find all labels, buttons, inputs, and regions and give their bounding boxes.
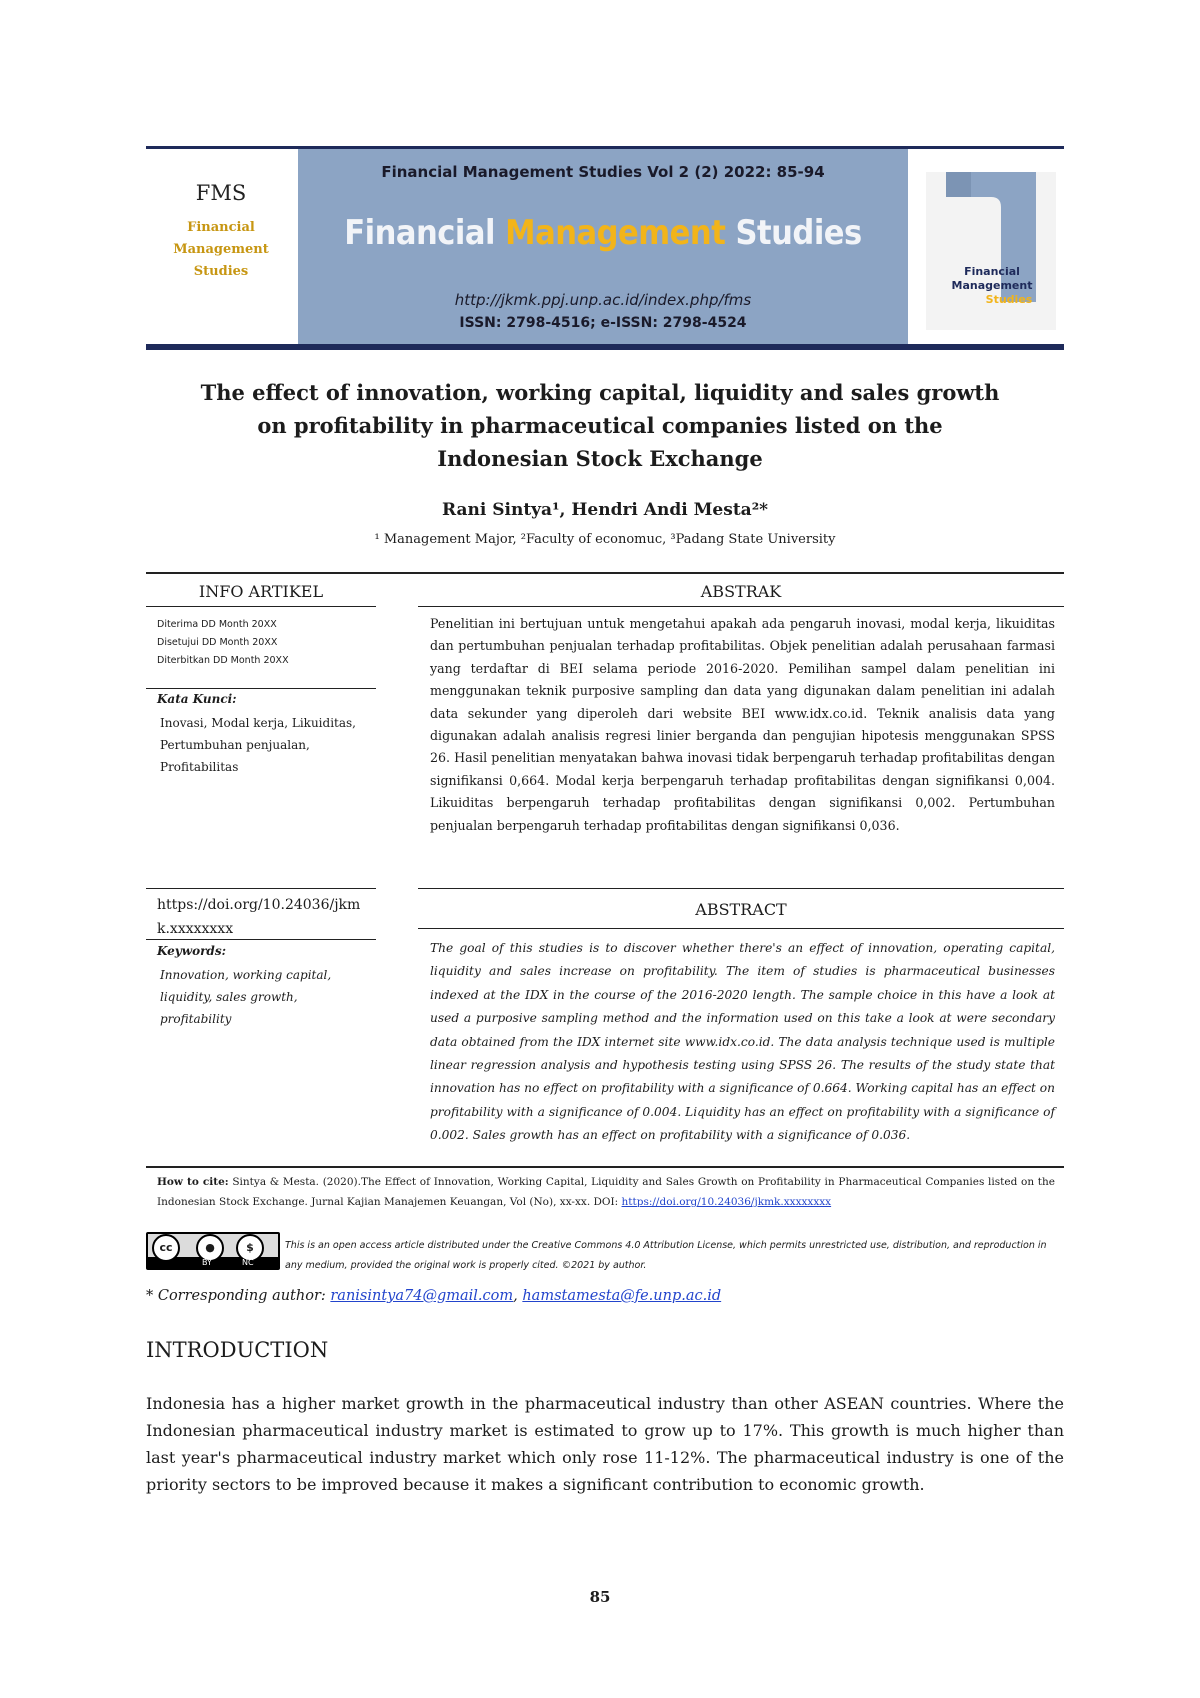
how-to-cite: [157, 1172, 1055, 1212]
header-bottom-rule: [146, 344, 1064, 350]
date-accepted: Disetujui DD Month 20XX: [157, 637, 278, 648]
email-separator: ,: [513, 1288, 523, 1304]
cc-nc-label: NC: [242, 1258, 254, 1267]
journal-cover-image: [926, 172, 1056, 330]
cover-text-3: Studies: [985, 293, 1033, 306]
info-heading-rule: [146, 606, 376, 607]
cover-text-1: Financial: [964, 265, 1020, 278]
keywords-text: Innovation, working capital, liquidity, sales growth, profitability: [160, 968, 332, 1026]
cc-license-badge[interactable]: [146, 1232, 280, 1270]
journal-title: [298, 213, 908, 253]
abstract-heading-rule: [418, 928, 1064, 929]
fms-abbreviation: FMS: [195, 181, 247, 205]
cite-text: Sintya & Mesta. (2020).The Effect of Innovation, Working Capital, Liquidity and Sales Growth on Profitability in Pharmaceutical Companies listed on the Indonesian Stock Exchange. Jurnal Kajian Manajemen Keuangan, Vol (No), xx-xx. DOI:: [157, 1176, 1055, 1208]
date-received: Diterima DD Month 20XX: [157, 619, 277, 630]
journal-volume-line: Financial Management Studies Vol 2 (2) 2022: 85-94: [381, 163, 825, 181]
fms-full-name: Financial Management Studies: [173, 220, 269, 279]
kata-kunci-heading: Kata Kunci:: [157, 692, 237, 706]
corresponding-label: * Corresponding author:: [146, 1288, 331, 1304]
cite-doi-link[interactable]: https://doi.org/10.24036/jkmk.xxxxxxxx: [621, 1196, 832, 1208]
corresponding-author: [146, 1288, 721, 1304]
cite-label: How to cite:: [157, 1176, 229, 1188]
abstract-top-rule: [418, 888, 1064, 889]
abstrak-heading-rule: [418, 606, 1064, 607]
nc-dollar-icon: $: [236, 1234, 264, 1262]
journal-title-part3: Studies: [725, 213, 862, 253]
article-doi[interactable]: https://doi.org/10.24036/jkmk.xxxxxxxx: [157, 897, 361, 937]
doi-bottom-rule: [146, 939, 376, 940]
date-published: Diterbitkan DD Month 20XX: [157, 655, 289, 666]
page-number: 85: [589, 1588, 611, 1606]
journal-issn: ISSN: 2798-4516; e-ISSN: 2798-4524: [459, 315, 747, 331]
info-artikel-heading: INFO ARTIKEL: [198, 582, 324, 601]
abstrak-heading: ABSTRAK: [700, 582, 782, 601]
fms-logo-box: [146, 149, 296, 344]
license-text: This is an open access article distributed under the Creative Commons 4.0 Attribution License, which permits unrestricted use, distribution, and reproduction in any medium, provided the original work is properly cited. ©2021 by author.: [285, 1240, 1047, 1271]
cover-text-2: Management: [951, 279, 1033, 292]
kata-kunci-text: Inovasi, Modal kerja, Likuiditas, Pertumbuhan penjualan, Profitabilitas: [160, 716, 356, 774]
article-title: The effect of innovation, working capital, liquidity and sales growth on profitability in pharmaceutical companies listed on the Indonesian Stock Exchange: [200, 380, 1000, 471]
journal-url[interactable]: http://jkmk.ppj.unp.ac.id/index.php/fms: [454, 291, 752, 309]
introduction-heading: INTRODUCTION: [146, 1338, 329, 1362]
email-link-2[interactable]: hamstamesta@fe.unp.ac.id: [522, 1288, 722, 1304]
abstract-text: The goal of this studies is to discover whether there's an effect of innovation, operating capital, liquidity and sales increase on profitability. The item of studies is pharmaceutical businesses indexed at the IDX in the course of the 2016-2020 length. The sample choice in this have a look at used a purposive sampling method and the information used on this take a look at were secondary data obtained from the IDX internet site www.idx.co.id. The data analysis technique used is multiple linear regression analysis and hypothesis testing using SPSS 26. The results of the study state that innovation has no effect on profitability with a significance of 0.664. Working capital has an effect on profitability with a significance of 0.004. Liquidity has an effect on profitability with a significance of 0.002. Sales growth has an effect on profitability with a significance of 0.036.: [430, 941, 1055, 1143]
kata-kunci-rule: [146, 688, 376, 689]
by-person-icon: ●: [196, 1234, 224, 1262]
cc-icon: cc: [152, 1234, 180, 1262]
journal-banner: [298, 149, 908, 344]
journal-header: [146, 146, 1064, 352]
email-link-1[interactable]: ranisintya74@gmail.com: [330, 1288, 514, 1304]
citation-top-rule: [146, 1166, 1064, 1168]
abstrak-text: Penelitian ini bertujuan untuk mengetahui apakah ada pengaruh inovasi, modal kerja, likuiditas dan pertumbuhan penjualan terhadap profitabilitas. Objek penelitian adalah perusahaan farmasi yang terdaftar di BEI selama periode 2016-2020. Pemilihan sampel dalam penelitian ini menggunakan teknik purposive sampling dan data yang digunakan dalam penelitian ini adalah data sekunder yang diperoleh dari website BEI www.idx.co.id. Teknik analisis data yang digunakan adalah analisis regresi linier berganda dan pengujian hipotesis menggunakan SPSS 26. Hasil penelitian menyatakan bahwa inovasi tidak berpengaruh terhadap profitabilitas dengan signifikansi 0,664. Modal kerja berpengaruh terhadap profitabilitas dengan signifikansi 0,004. Likuiditas berpengaruh terhadap profitabilitas dengan signifikansi 0,002. Pertumbuhan penjualan berpengaruh terhadap profitabilitas dengan signifikansi 0,036.: [430, 616, 1055, 833]
section-top-rule: [146, 572, 1064, 574]
article-authors: Rani Sintya¹, Hendri Andi Mesta²*: [441, 500, 769, 520]
cc-by-label: BY: [202, 1258, 212, 1267]
article-affiliations: ¹ Management Major, ²Faculty of economuc, ³Padang State University: [374, 532, 836, 547]
cover-graphic: [926, 172, 1056, 330]
journal-title-part1: Financial: [344, 213, 506, 253]
abstract-heading: ABSTRACT: [695, 900, 787, 919]
introduction-paragraph: Indonesia has a higher market growth in the pharmaceutical industry than other ASEAN countries. Where the Indonesian pharmaceutical industry market is estimated to grow up to 17%. This growth is much higher than last year's pharmaceutical industry market which only rose 11-12%. The pharmaceutical industry is one of the priority sectors to be improved because it makes a significant contribution to economic growth.: [146, 1394, 1064, 1494]
keywords-heading: Keywords:: [157, 944, 227, 958]
journal-title-part2: Management: [505, 213, 726, 253]
doi-top-rule: [146, 888, 376, 889]
